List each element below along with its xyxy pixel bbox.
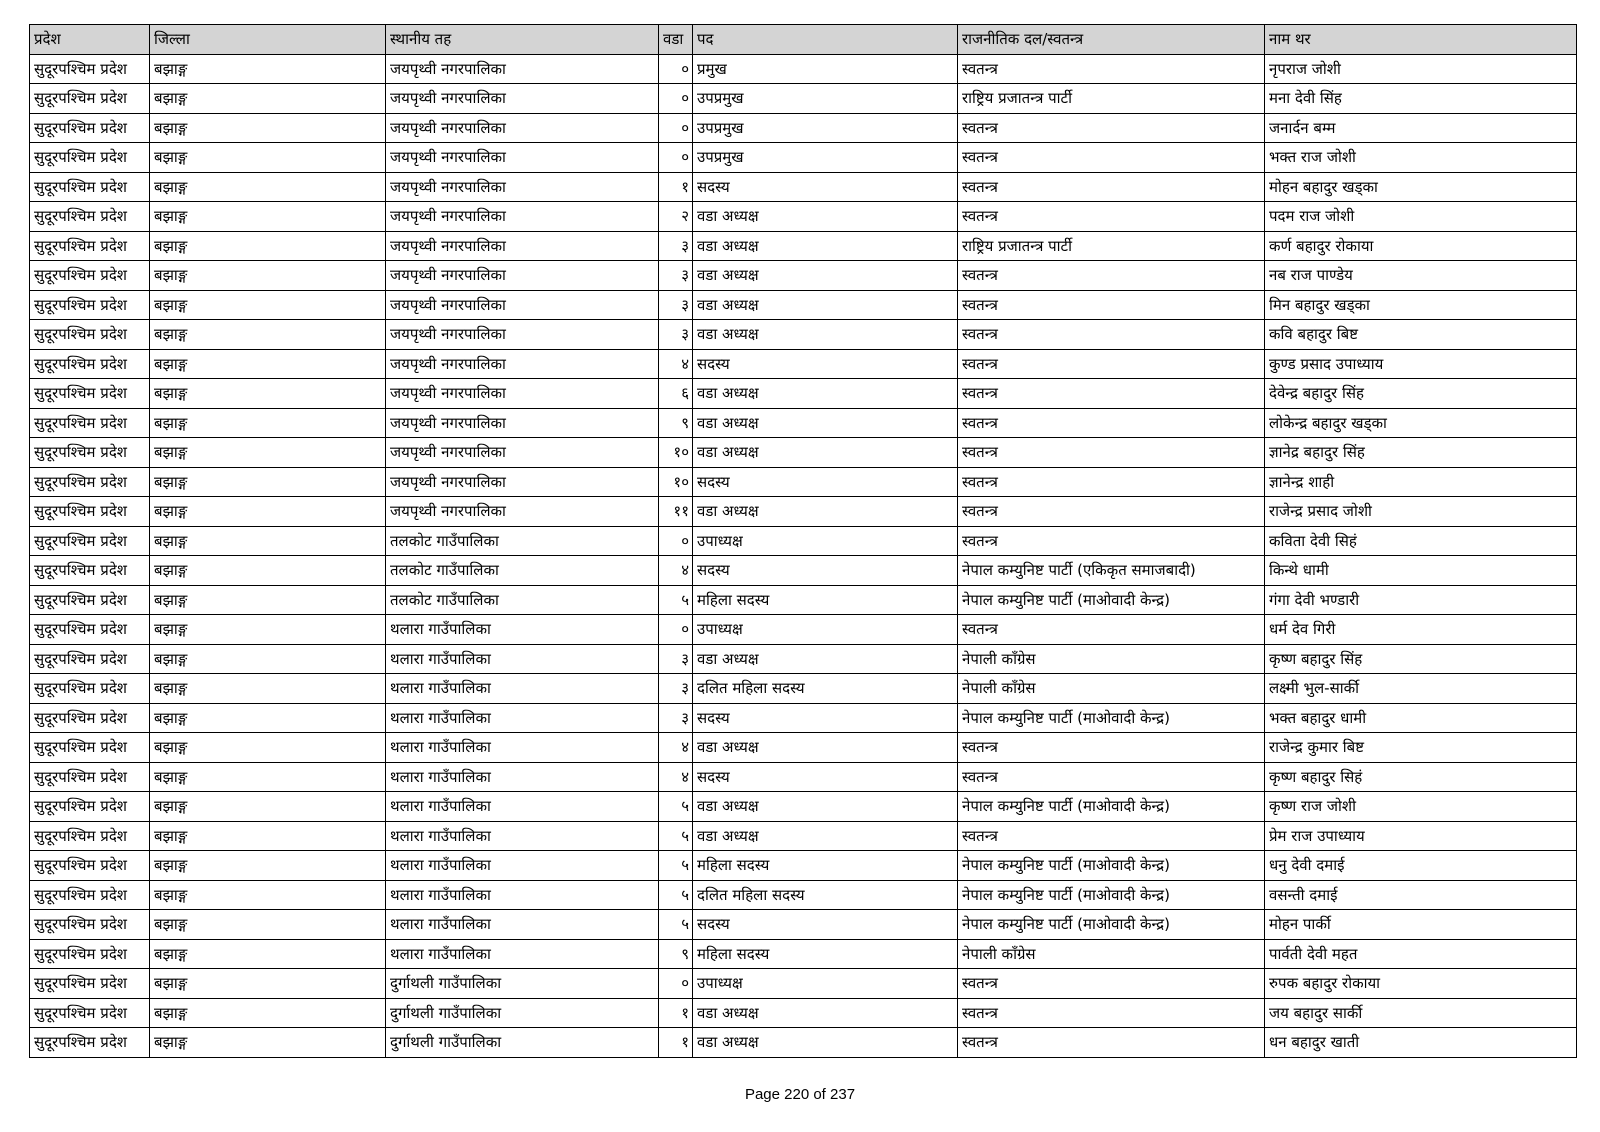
cell-post: महिला सदस्य <box>693 851 958 881</box>
cell-party: स्वतन्त्र <box>958 526 1265 556</box>
cell-post: उपप्रमुख <box>693 143 958 173</box>
cell-local-level: थलारा गाउँपालिका <box>386 733 659 763</box>
cell-local-level: थलारा गाउँपालिका <box>386 615 659 645</box>
cell-province: सुदूरपश्चिम प्रदेश <box>30 585 150 615</box>
cell-province: सुदूरपश्चिम प्रदेश <box>30 54 150 84</box>
cell-district: बझाङ्ग <box>150 261 386 291</box>
cell-party: स्वतन्त्र <box>958 379 1265 409</box>
cell-post: दलित महिला सदस्य <box>693 880 958 910</box>
cell-ward: ९ <box>659 939 693 969</box>
cell-local-level: जयपृथ्वी नगरपालिका <box>386 349 659 379</box>
cell-local-level: जयपृथ्वी नगरपालिका <box>386 320 659 350</box>
cell-party: स्वतन्त्र <box>958 408 1265 438</box>
cell-local-level: थलारा गाउँपालिका <box>386 910 659 940</box>
cell-name: नृपराज जोशी <box>1265 54 1577 84</box>
cell-province: सुदूरपश्चिम प्रदेश <box>30 910 150 940</box>
cell-ward: २ <box>659 202 693 232</box>
cell-post: वडा अध्यक्ष <box>693 821 958 851</box>
cell-party: नेपाल कम्युनिष्ट पार्टी (माओवादी केन्द्र) <box>958 703 1265 733</box>
cell-name: कर्ण बहादुर रोकाया <box>1265 231 1577 261</box>
cell-ward: ० <box>659 84 693 114</box>
cell-province: सुदूरपश्चिम प्रदेश <box>30 703 150 733</box>
cell-ward: ३ <box>659 290 693 320</box>
cell-ward: ४ <box>659 762 693 792</box>
cell-district: बझाङ्ग <box>150 526 386 556</box>
cell-ward: ० <box>659 113 693 143</box>
cell-local-level: जयपृथ्वी नगरपालिका <box>386 379 659 409</box>
cell-party: स्वतन्त्र <box>958 202 1265 232</box>
cell-party: नेपाली काँग्रेस <box>958 939 1265 969</box>
cell-post: वडा अध्यक्ष <box>693 231 958 261</box>
header-ward: वडा <box>659 25 693 55</box>
cell-province: सुदूरपश्चिम प्रदेश <box>30 526 150 556</box>
cell-ward: ११ <box>659 497 693 527</box>
table-row <box>30 202 1577 232</box>
cell-party: स्वतन्त्र <box>958 1028 1265 1058</box>
table-row <box>30 1028 1577 1058</box>
cell-ward: ९ <box>659 408 693 438</box>
cell-post: वडा अध्यक्ष <box>693 792 958 822</box>
cell-name: कृष्ण बहादुर सिंह <box>1265 644 1577 674</box>
cell-province: सुदूरपश्चिम प्रदेश <box>30 880 150 910</box>
cell-local-level: तलकोट गाउँपालिका <box>386 526 659 556</box>
cell-district: बझाङ्ग <box>150 969 386 999</box>
cell-district: बझाङ्ग <box>150 290 386 320</box>
cell-district: बझाङ्ग <box>150 54 386 84</box>
table-row <box>30 792 1577 822</box>
cell-name: मिन बहादुर खड्का <box>1265 290 1577 320</box>
cell-party: स्वतन्त्र <box>958 438 1265 468</box>
table-header-row <box>30 25 1577 55</box>
cell-ward: ३ <box>659 261 693 291</box>
cell-ward: १ <box>659 998 693 1028</box>
cell-ward: १ <box>659 1028 693 1058</box>
cell-ward: ३ <box>659 644 693 674</box>
cell-local-level: थलारा गाउँपालिका <box>386 821 659 851</box>
cell-province: सुदूरपश्चिम प्रदेश <box>30 674 150 704</box>
cell-province: सुदूरपश्चिम प्रदेश <box>30 733 150 763</box>
table-row <box>30 497 1577 527</box>
cell-province: सुदूरपश्चिम प्रदेश <box>30 821 150 851</box>
cell-district: बझाङ्ग <box>150 910 386 940</box>
cell-province: सुदूरपश्चिम प्रदेश <box>30 408 150 438</box>
cell-post: सदस्य <box>693 172 958 202</box>
cell-district: बझाङ्ग <box>150 851 386 881</box>
cell-ward: ३ <box>659 703 693 733</box>
table-row <box>30 290 1577 320</box>
cell-local-level: जयपृथ्वी नगरपालिका <box>386 113 659 143</box>
cell-district: बझाङ्ग <box>150 113 386 143</box>
cell-province: सुदूरपश्चिम प्रदेश <box>30 438 150 468</box>
cell-local-level: जयपृथ्वी नगरपालिका <box>386 290 659 320</box>
cell-ward: ३ <box>659 231 693 261</box>
cell-district: बझाङ्ग <box>150 703 386 733</box>
cell-district: बझाङ्ग <box>150 320 386 350</box>
cell-party: स्वतन्त्र <box>958 320 1265 350</box>
cell-name: जय बहादुर सार्की <box>1265 998 1577 1028</box>
table-row <box>30 408 1577 438</box>
cell-party: नेपाल कम्युनिष्ट पार्टी (माओवादी केन्द्र) <box>958 880 1265 910</box>
cell-local-level: थलारा गाउँपालिका <box>386 939 659 969</box>
cell-ward: ५ <box>659 851 693 881</box>
cell-post: वडा अध्यक्ष <box>693 408 958 438</box>
cell-ward: ४ <box>659 349 693 379</box>
cell-name: धन बहादुर खाती <box>1265 1028 1577 1058</box>
cell-ward: ४ <box>659 733 693 763</box>
cell-post: वडा अध्यक्ष <box>693 497 958 527</box>
cell-local-level: जयपृथ्वी नगरपालिका <box>386 261 659 291</box>
cell-ward: ३ <box>659 674 693 704</box>
cell-district: बझाङ्ग <box>150 1028 386 1058</box>
cell-post: वडा अध्यक्ष <box>693 998 958 1028</box>
cell-province: सुदूरपश्चिम प्रदेश <box>30 231 150 261</box>
cell-post: सदस्य <box>693 349 958 379</box>
cell-name: धनु देवी दमाई <box>1265 851 1577 881</box>
cell-post: वडा अध्यक्ष <box>693 202 958 232</box>
cell-name: लोकेन्द्र बहादुर खड्का <box>1265 408 1577 438</box>
cell-district: बझाङ्ग <box>150 762 386 792</box>
cell-post: दलित महिला सदस्य <box>693 674 958 704</box>
cell-name: कवि बहादुर बिष्ट <box>1265 320 1577 350</box>
cell-local-level: थलारा गाउँपालिका <box>386 880 659 910</box>
cell-party: स्वतन्त्र <box>958 261 1265 291</box>
cell-party: नेपाल कम्युनिष्ट पार्टी (माओवादी केन्द्र) <box>958 792 1265 822</box>
table-row <box>30 113 1577 143</box>
cell-name: ज्ञानेन्द्र शाही <box>1265 467 1577 497</box>
cell-district: बझाङ्ग <box>150 408 386 438</box>
cell-post: महिला सदस्य <box>693 585 958 615</box>
cell-ward: १० <box>659 438 693 468</box>
cell-post: महिला सदस्य <box>693 939 958 969</box>
header-district: जिल्ला <box>150 25 386 55</box>
cell-party: स्वतन्त्र <box>958 969 1265 999</box>
cell-district: बझाङ्ग <box>150 880 386 910</box>
cell-ward: ० <box>659 526 693 556</box>
cell-province: सुदूरपश्चिम प्रदेश <box>30 290 150 320</box>
cell-province: सुदूरपश्चिम प्रदेश <box>30 497 150 527</box>
cell-province: सुदूरपश्चिम प्रदेश <box>30 467 150 497</box>
cell-local-level: थलारा गाउँपालिका <box>386 851 659 881</box>
cell-district: बझाङ्ग <box>150 821 386 851</box>
table-row <box>30 172 1577 202</box>
cell-local-level: जयपृथ्वी नगरपालिका <box>386 84 659 114</box>
cell-district: बझाङ्ग <box>150 644 386 674</box>
cell-name: वसन्ती दमाई <box>1265 880 1577 910</box>
cell-name: कविता देवी सिहं <box>1265 526 1577 556</box>
cell-province: सुदूरपश्चिम प्रदेश <box>30 261 150 291</box>
table-row <box>30 762 1577 792</box>
table-row <box>30 910 1577 940</box>
table-row <box>30 969 1577 999</box>
cell-party: स्वतन्त्र <box>958 54 1265 84</box>
cell-post: वडा अध्यक्ष <box>693 320 958 350</box>
table-row <box>30 615 1577 645</box>
cell-name: मना देवी सिंह <box>1265 84 1577 114</box>
cell-post: वडा अध्यक्ष <box>693 379 958 409</box>
table-row <box>30 733 1577 763</box>
cell-local-level: जयपृथ्वी नगरपालिका <box>386 54 659 84</box>
cell-ward: १ <box>659 172 693 202</box>
cell-local-level: थलारा गाउँपालिका <box>386 674 659 704</box>
cell-local-level: थलारा गाउँपालिका <box>386 703 659 733</box>
table-row <box>30 526 1577 556</box>
cell-province: सुदूरपश्चिम प्रदेश <box>30 1028 150 1058</box>
cell-party: नेपाल कम्युनिष्ट पार्टी (एकिकृत समाजबादी) <box>958 556 1265 586</box>
table-row <box>30 585 1577 615</box>
cell-party: स्वतन्त्र <box>958 143 1265 173</box>
cell-party: स्वतन्त्र <box>958 733 1265 763</box>
cell-province: सुदूरपश्चिम प्रदेश <box>30 998 150 1028</box>
cell-name: मोहन बहादुर खड्का <box>1265 172 1577 202</box>
cell-party: नेपाल कम्युनिष्ट पार्टी (माओवादी केन्द्र) <box>958 851 1265 881</box>
cell-name: राजेन्द्र प्रसाद जोशी <box>1265 497 1577 527</box>
table-row <box>30 674 1577 704</box>
table-row <box>30 54 1577 84</box>
table-row <box>30 880 1577 910</box>
cell-province: सुदूरपश्चिम प्रदेश <box>30 320 150 350</box>
table-row <box>30 143 1577 173</box>
cell-district: बझाङ्ग <box>150 585 386 615</box>
cell-post: प्रमुख <box>693 54 958 84</box>
cell-province: सुदूरपश्चिम प्रदेश <box>30 792 150 822</box>
cell-district: बझाङ्ग <box>150 792 386 822</box>
cell-ward: ४ <box>659 556 693 586</box>
cell-district: बझाङ्ग <box>150 674 386 704</box>
cell-province: सुदूरपश्चिम प्रदेश <box>30 84 150 114</box>
cell-post: उपप्रमुख <box>693 84 958 114</box>
cell-local-level: जयपृथ्वी नगरपालिका <box>386 143 659 173</box>
cell-ward: ५ <box>659 910 693 940</box>
cell-name: भक्त राज जोशी <box>1265 143 1577 173</box>
cell-local-level: थलारा गाउँपालिका <box>386 644 659 674</box>
cell-ward: ५ <box>659 792 693 822</box>
cell-district: बझाङ्ग <box>150 939 386 969</box>
cell-local-level: जयपृथ्वी नगरपालिका <box>386 202 659 232</box>
header-local-level: स्थानीय तह <box>386 25 659 55</box>
cell-post: उपाध्यक्ष <box>693 526 958 556</box>
results-table-container <box>29 24 1576 1058</box>
header-name: नाम थर <box>1265 25 1577 55</box>
cell-party: स्वतन्त्र <box>958 172 1265 202</box>
cell-name: रुपक बहादुर रोकाया <box>1265 969 1577 999</box>
cell-province: सुदूरपश्चिम प्रदेश <box>30 644 150 674</box>
cell-party: नेपाल कम्युनिष्ट पार्टी (माओवादी केन्द्र) <box>958 910 1265 940</box>
cell-district: बझाङ्ग <box>150 615 386 645</box>
cell-post: उपप्रमुख <box>693 113 958 143</box>
cell-name: पदम राज जोशी <box>1265 202 1577 232</box>
cell-party: स्वतन्त्र <box>958 113 1265 143</box>
cell-name: नब राज पाण्डेय <box>1265 261 1577 291</box>
cell-province: सुदूरपश्चिम प्रदेश <box>30 556 150 586</box>
header-province: प्रदेश <box>30 25 150 55</box>
cell-post: सदस्य <box>693 703 958 733</box>
cell-province: सुदूरपश्चिम प्रदेश <box>30 851 150 881</box>
cell-district: बझाङ्ग <box>150 497 386 527</box>
cell-name: धर्म देव गिरी <box>1265 615 1577 645</box>
cell-ward: ५ <box>659 880 693 910</box>
cell-name: पार्वती देवी महत <box>1265 939 1577 969</box>
table-row <box>30 644 1577 674</box>
cell-name: गंगा देवी भण्डारी <box>1265 585 1577 615</box>
cell-province: सुदूरपश्चिम प्रदेश <box>30 113 150 143</box>
cell-province: सुदूरपश्चिम प्रदेश <box>30 143 150 173</box>
table-row <box>30 349 1577 379</box>
cell-ward: ३ <box>659 320 693 350</box>
cell-province: सुदूरपश्चिम प्रदेश <box>30 379 150 409</box>
cell-local-level: जयपृथ्वी नगरपालिका <box>386 497 659 527</box>
table-row <box>30 438 1577 468</box>
table-row <box>30 556 1577 586</box>
cell-post: वडा अध्यक्ष <box>693 644 958 674</box>
table-row <box>30 231 1577 261</box>
cell-district: बझाङ्ग <box>150 733 386 763</box>
cell-post: वडा अध्यक्ष <box>693 290 958 320</box>
cell-local-level: तलकोट गाउँपालिका <box>386 585 659 615</box>
cell-post: सदस्य <box>693 910 958 940</box>
cell-district: बझाङ्ग <box>150 379 386 409</box>
table-body <box>30 54 1577 1057</box>
table-row <box>30 261 1577 291</box>
cell-party: स्वतन्त्र <box>958 497 1265 527</box>
cell-party: स्वतन्त्र <box>958 290 1265 320</box>
cell-post: वडा अध्यक्ष <box>693 1028 958 1058</box>
cell-local-level: दुर्गाथली गाउँपालिका <box>386 998 659 1028</box>
cell-name: जनार्दन बम्म <box>1265 113 1577 143</box>
cell-post: सदस्य <box>693 467 958 497</box>
cell-party: नेपाली काँग्रेस <box>958 644 1265 674</box>
cell-name: भक्त बहादुर धामी <box>1265 703 1577 733</box>
cell-local-level: दुर्गाथली गाउँपालिका <box>386 969 659 999</box>
cell-post: वडा अध्यक्ष <box>693 733 958 763</box>
cell-local-level: थलारा गाउँपालिका <box>386 792 659 822</box>
table-row <box>30 939 1577 969</box>
cell-district: बझाङ्ग <box>150 556 386 586</box>
cell-party: राष्ट्रिय प्रजातन्त्र पार्टी <box>958 231 1265 261</box>
cell-district: बझाङ्ग <box>150 231 386 261</box>
table-row <box>30 84 1577 114</box>
table-row <box>30 821 1577 851</box>
cell-ward: ० <box>659 969 693 999</box>
cell-local-level: दुर्गाथली गाउँपालिका <box>386 1028 659 1058</box>
cell-post: उपाध्यक्ष <box>693 615 958 645</box>
table-row <box>30 998 1577 1028</box>
cell-ward: ० <box>659 54 693 84</box>
cell-name: कृष्ण बहादुर सिहं <box>1265 762 1577 792</box>
page-number: Page 220 of 237 <box>744 1086 856 1103</box>
results-table <box>29 24 1577 1058</box>
cell-province: सुदूरपश्चिम प्रदेश <box>30 615 150 645</box>
cell-ward: ५ <box>659 585 693 615</box>
cell-district: बझाङ्ग <box>150 84 386 114</box>
cell-ward: ६ <box>659 379 693 409</box>
cell-post: सदस्य <box>693 556 958 586</box>
cell-district: बझाङ्ग <box>150 143 386 173</box>
cell-local-level: जयपृथ्वी नगरपालिका <box>386 408 659 438</box>
cell-name: राजेन्द्र कुमार बिष्ट <box>1265 733 1577 763</box>
cell-post: वडा अध्यक्ष <box>693 438 958 468</box>
cell-province: सुदूरपश्चिम प्रदेश <box>30 762 150 792</box>
table-row <box>30 320 1577 350</box>
cell-ward: ५ <box>659 821 693 851</box>
cell-district: बझाङ्ग <box>150 467 386 497</box>
cell-ward: ० <box>659 143 693 173</box>
cell-name: लक्ष्मी भुल-सार्की <box>1265 674 1577 704</box>
cell-party: स्वतन्त्र <box>958 467 1265 497</box>
cell-local-level: जयपृथ्वी नगरपालिका <box>386 438 659 468</box>
cell-province: सुदूरपश्चिम प्रदेश <box>30 202 150 232</box>
header-post: पद <box>693 25 958 55</box>
header-party: राजनीतिक दल/स्वतन्त्र <box>958 25 1265 55</box>
cell-name: कृष्ण राज जोशी <box>1265 792 1577 822</box>
cell-name: कुण्ड प्रसाद उपाध्याय <box>1265 349 1577 379</box>
cell-party: स्वतन्त्र <box>958 762 1265 792</box>
cell-party: स्वतन्त्र <box>958 615 1265 645</box>
cell-local-level: जयपृथ्वी नगरपालिका <box>386 467 659 497</box>
cell-local-level: जयपृथ्वी नगरपालिका <box>386 172 659 202</box>
cell-name: प्रेम राज उपाध्याय <box>1265 821 1577 851</box>
cell-district: बझाङ्ग <box>150 438 386 468</box>
cell-local-level: थलारा गाउँपालिका <box>386 762 659 792</box>
cell-ward: ० <box>659 615 693 645</box>
table-row <box>30 379 1577 409</box>
cell-post: उपाध्यक्ष <box>693 969 958 999</box>
cell-name: मोहन पार्की <box>1265 910 1577 940</box>
cell-name: किन्थे धामी <box>1265 556 1577 586</box>
table-row <box>30 467 1577 497</box>
table-row <box>30 703 1577 733</box>
cell-post: वडा अध्यक्ष <box>693 261 958 291</box>
cell-name: ज्ञानेद्र बहादुर सिंह <box>1265 438 1577 468</box>
cell-party: स्वतन्त्र <box>958 998 1265 1028</box>
cell-party: स्वतन्त्र <box>958 821 1265 851</box>
cell-district: बझाङ्ग <box>150 349 386 379</box>
cell-post: सदस्य <box>693 762 958 792</box>
cell-party: नेपाली काँग्रेस <box>958 674 1265 704</box>
cell-district: बझाङ्ग <box>150 202 386 232</box>
cell-district: बझाङ्ग <box>150 998 386 1028</box>
cell-province: सुदूरपश्चिम प्रदेश <box>30 939 150 969</box>
cell-party: स्वतन्त्र <box>958 349 1265 379</box>
cell-local-level: तलकोट गाउँपालिका <box>386 556 659 586</box>
cell-province: सुदूरपश्चिम प्रदेश <box>30 349 150 379</box>
cell-ward: १० <box>659 467 693 497</box>
cell-province: सुदूरपश्चिम प्रदेश <box>30 969 150 999</box>
cell-party: नेपाल कम्युनिष्ट पार्टी (माओवादी केन्द्र) <box>958 585 1265 615</box>
cell-name: देवेन्द्र बहादुर सिंह <box>1265 379 1577 409</box>
cell-local-level: जयपृथ्वी नगरपालिका <box>386 231 659 261</box>
cell-province: सुदूरपश्चिम प्रदेश <box>30 172 150 202</box>
table-row <box>30 851 1577 881</box>
cell-district: बझाङ्ग <box>150 172 386 202</box>
cell-party: राष्ट्रिय प्रजातन्त्र पार्टी <box>958 84 1265 114</box>
